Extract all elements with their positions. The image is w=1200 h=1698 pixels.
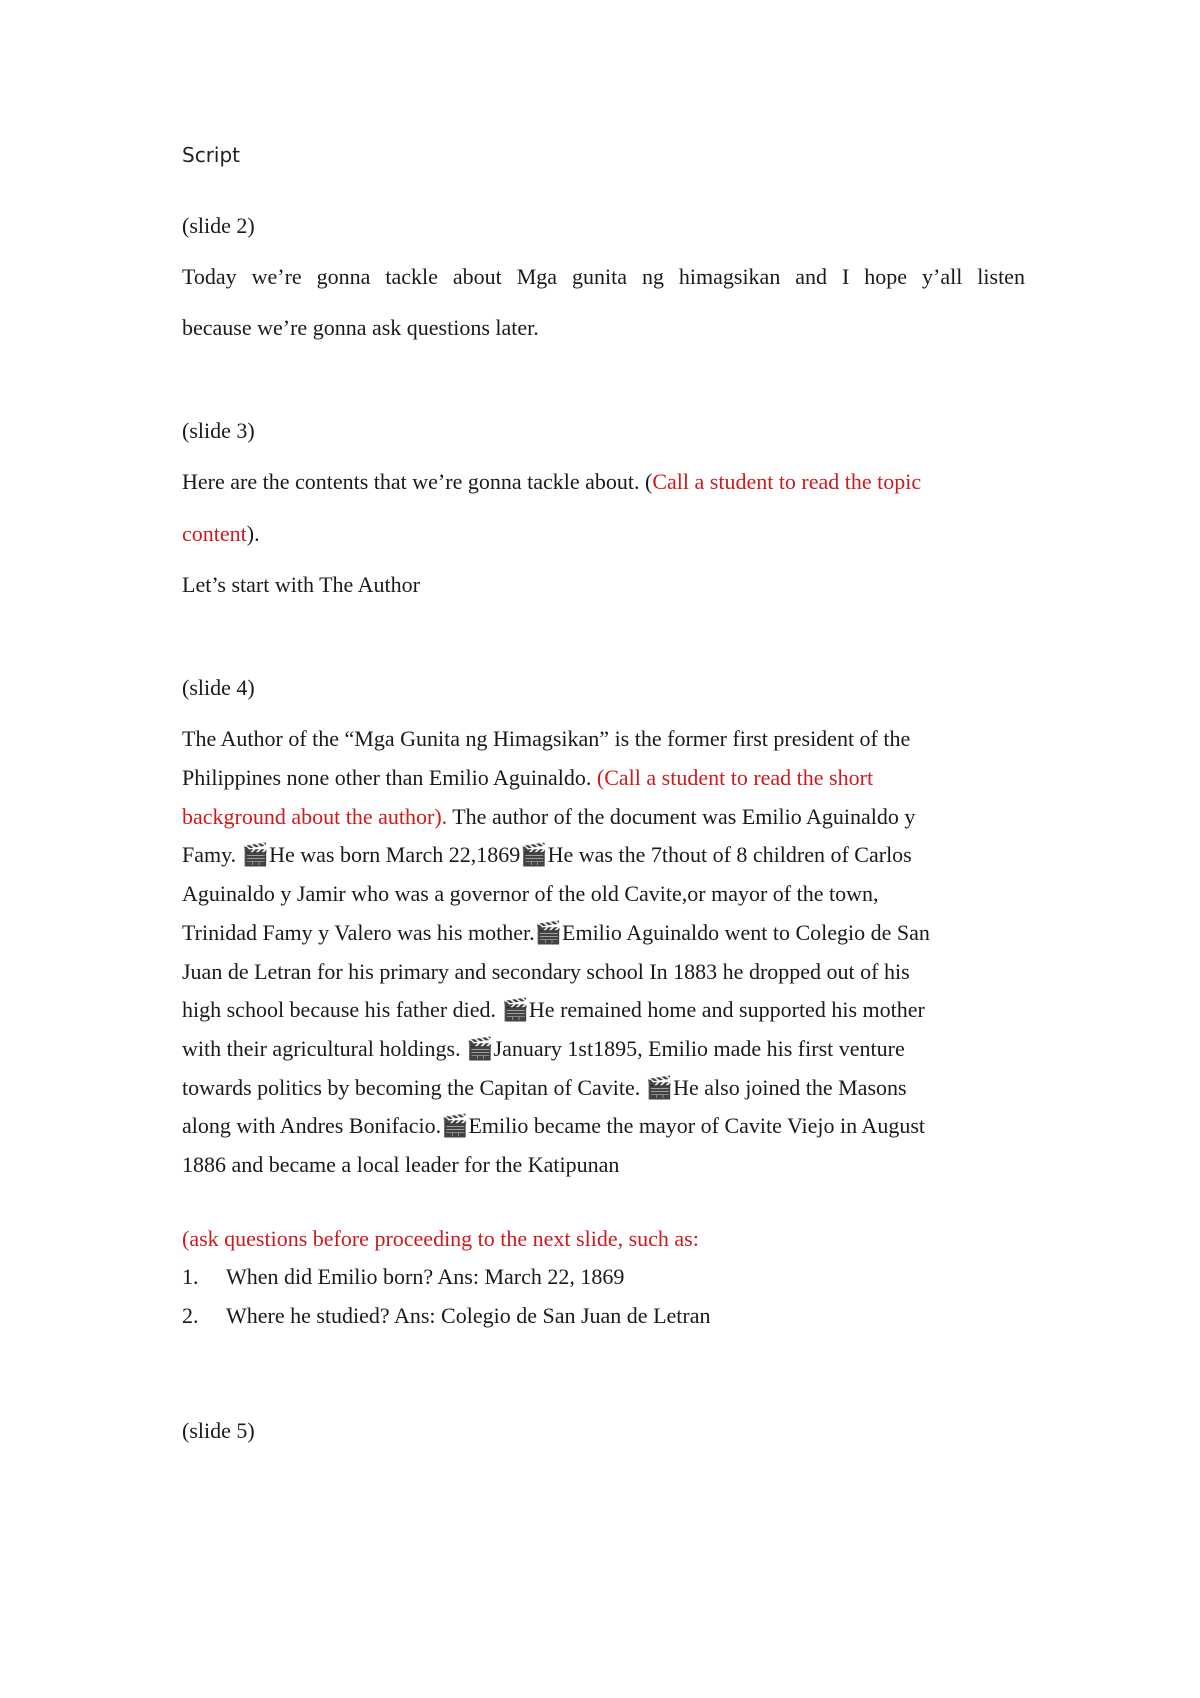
clapperboard-icon: 🎬 xyxy=(466,1036,494,1061)
slide-4-text: He was the 7thout of 8 children of Carlos xyxy=(547,842,912,867)
slide-4-line-9 xyxy=(182,1034,905,1064)
clapperboard-icon: 🎬 xyxy=(441,1113,469,1138)
slide-4-text: January 1st1895, Emilio made his first venture xyxy=(493,1036,905,1061)
slide-3-label: (slide 3) xyxy=(182,418,255,443)
clapperboard-icon: 🎬 xyxy=(645,1075,674,1100)
slide-4-line-1: The Author of the “Mga Gunita ng Himagsikan” is the former first president of the xyxy=(182,726,911,751)
word: y’all xyxy=(922,264,963,289)
slide-4-text: Famy. xyxy=(182,842,242,867)
question-text: When did Emilio born? Ans: March 22, 1869 xyxy=(226,1264,625,1289)
slide-3-line-1 xyxy=(182,467,921,497)
slide-4-line-7: Juan de Letran for his primary and secondary school In 1883 he dropped out of his xyxy=(182,959,910,984)
slide-4-label: (slide 4) xyxy=(182,675,255,700)
question-text: Where he studied? Ans: Colegio de San Juan de Letran xyxy=(226,1303,711,1328)
clapperboard-icon: 🎬 xyxy=(241,842,270,867)
clapperboard-icon: 🎬 xyxy=(534,920,563,945)
document-title: Script xyxy=(182,143,241,167)
slide-4-text: with their agricultural holdings. xyxy=(182,1036,467,1061)
slide-4-instruction-cont: background about the author). xyxy=(182,804,448,829)
clapperboard-icon: 🎬 xyxy=(520,842,548,867)
word: we’re xyxy=(251,264,302,289)
slide-4-text: He was born March 22,1869 xyxy=(269,842,521,867)
slide-3-text: Here are the contents that we’re gonna tackle about. ( xyxy=(182,469,653,494)
word: ng xyxy=(641,264,664,289)
word: Today xyxy=(182,264,237,289)
word: tackle xyxy=(385,264,438,289)
slide-2-line-1 xyxy=(182,262,1025,292)
slide-4-line-5: Aguinaldo y Jamir who was a governor of the old Cavite,or mayor of the town, xyxy=(182,881,879,906)
slide-4-text: Philippines none other than Emilio Aguinaldo. xyxy=(182,765,597,790)
word: Mga xyxy=(516,264,558,289)
slide-4-line-12: 1886 and became a local leader for the Katipunan xyxy=(182,1152,620,1177)
slide-4-text: along with Andres Bonifacio. xyxy=(182,1113,442,1138)
word: listen xyxy=(977,264,1025,289)
clapperboard-icon: 🎬 xyxy=(501,997,529,1022)
question-number: 1. xyxy=(182,1264,199,1289)
word: and xyxy=(795,264,828,289)
word: himagsikan xyxy=(678,264,781,289)
slide-3-line-2 xyxy=(182,519,260,549)
ask-questions-instruction: (ask questions before proceeding to the next slide, such as: xyxy=(182,1226,699,1251)
word: about xyxy=(452,264,502,289)
slide-4-line-6 xyxy=(182,918,930,948)
slide-4-text: Trinidad Famy y Valero was his mother. xyxy=(182,920,535,945)
slide-4-text: He remained home and supported his mother xyxy=(528,997,925,1022)
slide-3-instruction: Call a student to read the topic xyxy=(652,469,922,494)
slide-5-label: (slide 5) xyxy=(182,1418,255,1443)
slide-3-line-3: Let’s start with The Author xyxy=(182,572,420,597)
slide-4-text: towards politics by becoming the Capitan of Cavite. xyxy=(182,1075,646,1100)
slide-4-text: high school because his father died. xyxy=(182,997,502,1022)
word: gonna xyxy=(316,264,371,289)
question-item xyxy=(182,1262,624,1292)
slide-4-line-8 xyxy=(182,995,925,1025)
slide-4-text: The author of the document was Emilio Aguinaldo y xyxy=(447,804,916,829)
slide-2-label: (slide 2) xyxy=(182,213,255,238)
word: hope xyxy=(864,264,908,289)
slide-4-line-11 xyxy=(182,1111,925,1141)
slide-2-line-2: because we’re gonna ask questions later. xyxy=(182,315,539,340)
slide-4-text: Emilio Aguinaldo went to Colegio de San xyxy=(562,920,930,945)
slide-4-text: Emilio became the mayor of Cavite Viejo in August xyxy=(468,1113,925,1138)
question-item xyxy=(182,1301,710,1331)
slide-4-line-2 xyxy=(182,763,873,793)
word: I xyxy=(842,264,850,289)
slide-4-line-3 xyxy=(182,802,915,832)
slide-3-instruction-cont: content xyxy=(182,521,247,546)
slide-3-close: ). xyxy=(246,521,260,546)
slide-4-line-10 xyxy=(182,1073,907,1103)
slide-4-instruction: (Call a student to read the short xyxy=(596,765,874,790)
slide-4-line-4 xyxy=(182,840,912,870)
word: gunita xyxy=(571,264,627,289)
slide-4-text: He also joined the Masons xyxy=(673,1075,907,1100)
question-number: 2. xyxy=(182,1303,199,1328)
